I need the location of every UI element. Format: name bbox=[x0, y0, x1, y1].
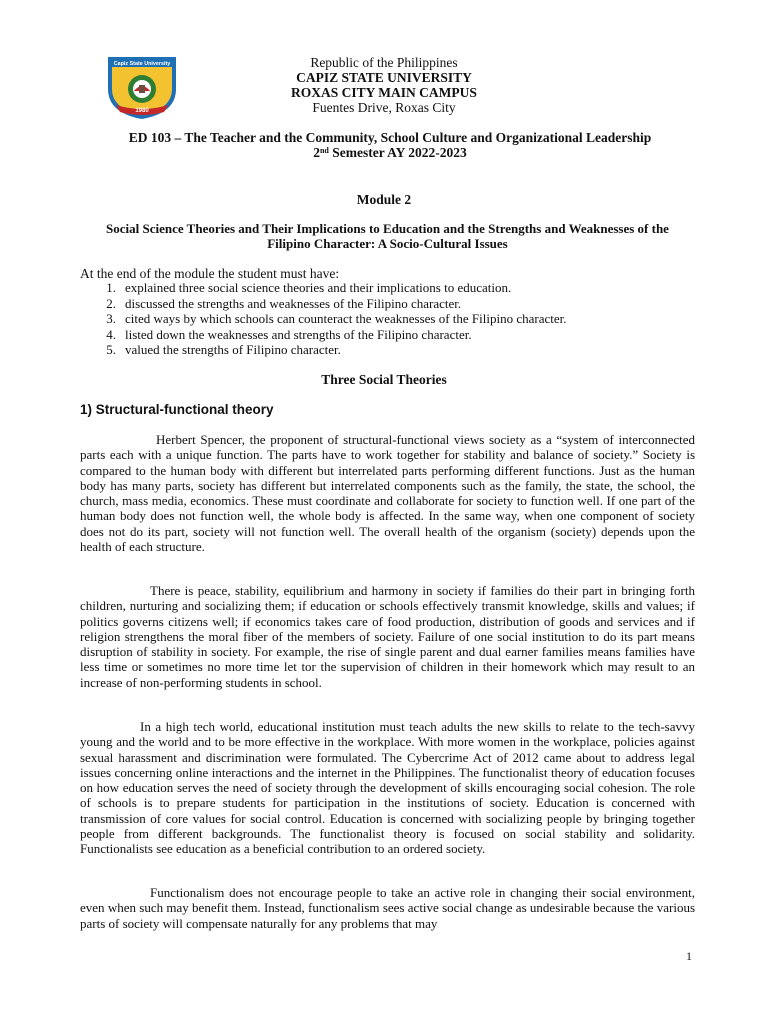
item-number: 5. bbox=[106, 342, 116, 357]
list-item bbox=[80, 296, 567, 312]
university-name: CAPIZ STATE UNIVERSITY bbox=[296, 70, 472, 85]
list-item bbox=[80, 280, 567, 296]
item-text: cited ways by which schools can counteract the weaknesses of the Filipino character. bbox=[125, 311, 567, 326]
course-info bbox=[90, 130, 690, 160]
section-title-theories: Three Social Theories bbox=[321, 372, 447, 387]
list-item bbox=[80, 311, 567, 327]
item-number: 1. bbox=[106, 280, 116, 295]
logo-top-text: Capiz State University bbox=[113, 61, 171, 67]
logo-year: 1980 bbox=[135, 108, 149, 114]
semester-text: Semester AY 2022-2023 bbox=[328, 145, 467, 160]
objectives-intro: At the end of the module the student must have: bbox=[80, 266, 340, 281]
list-item bbox=[80, 327, 567, 343]
objectives-list bbox=[80, 280, 567, 358]
module-subtitle: Social Science Theories and Their Implications to Education and the Strengths and Weaknesses of the Filipino Character: A Socio-Cultural Issues bbox=[106, 221, 669, 251]
campus-address: Fuentes Drive, Roxas City bbox=[312, 100, 456, 115]
republic-line: Republic of the Philippines bbox=[310, 55, 458, 70]
section-heading: 1) Structural-functional theory bbox=[80, 402, 274, 417]
list-item bbox=[80, 342, 567, 358]
paragraph-4: Functionalism does not encourage people to take an active role in changing their social environment, even when such may benefit them. Instead, functionalism sees active social change as undesirable because the various parts of society will compensate naturally for any problems that may bbox=[80, 885, 695, 931]
item-number: 3. bbox=[106, 311, 116, 326]
page-number: 1 bbox=[686, 949, 692, 963]
module-label: Module 2 bbox=[356, 192, 412, 207]
item-text: explained three social science theories and their implications to education. bbox=[125, 280, 512, 295]
item-text: valued the strengths of Filipino character. bbox=[125, 342, 341, 357]
course-title: ED 103 – The Teacher and the Community, School Culture and Organizational Leadership bbox=[128, 130, 652, 145]
item-text: discussed the strengths and weaknesses of the Filipino character. bbox=[125, 295, 462, 311]
semester-suffix: nd bbox=[319, 146, 329, 155]
campus-name: ROXAS CITY MAIN CAMPUS bbox=[291, 85, 477, 100]
institution-header bbox=[0, 55, 768, 115]
paragraph-2: There is peace, stability, equilibrium and harmony in society if families do their part in bringing forth children, nurturing and socializing them; if education or schools effectively transmit knowledge, skills and values; if politics governs citizens well; if economics takes care of food production, distribution of goods and services and if religion strengthens the moral fiber of the members of society. Failure of one social institution to do its part means disruption of stability in society. For example, the rise of single parent and dual earner families means families have less time or sometimes no more time let tor the supervision of children in their homework which may result to an increase of non-performing students in school. bbox=[80, 583, 695, 690]
paragraph-1: Herbert Spencer, the proponent of structural-functional views society as a “system of interconnected parts each with a unique function. The parts have to work together for stability and balance of society.” Society is compared to the human body with different but interrelated parts performing different functions. Just as the human body has many parts, society has different but interrelated components such as the family, the state, the school, the church, mass media, economics. These must coordinate and collaborate for society to function well. If one part of the human body does not function well, the whole body is affected. In the same way, when one component of society does not do its part, society will not function well. The overall health of the organism (society) depends upon the health of each structure. bbox=[80, 432, 695, 555]
semester-line bbox=[90, 145, 690, 160]
paragraph-3: In a high tech world, educational institution must teach adults the new skills to relate to the tech-savvy young and the world and to be more effective in the workplace. With more women in the workplace, policies against sexual harassment and discrimination were formulated. The Cybercrime Act of 2012 came about to address legal issues concerning online interactions and the internet in the Philippines. The functionalist theory of education focuses on how education serves the need of society through the development of skills encouraging social cohesion. The role of schools is to prepare students for participation in the institutions of society. Education is concerned with transmission of core values for social control. Education is concerned with socializing people by bringing together people from different backgrounds. The functionalist theory is focused on social stability and solidarity. Functionalists see education as a beneficial contribution to an ordered society. bbox=[80, 719, 695, 857]
item-number: 2. bbox=[106, 295, 116, 311]
item-number: 4. bbox=[106, 326, 116, 342]
item-text: listed down the weaknesses and strengths of the Filipino character. bbox=[125, 326, 472, 342]
semester-number: 2 bbox=[313, 145, 320, 160]
